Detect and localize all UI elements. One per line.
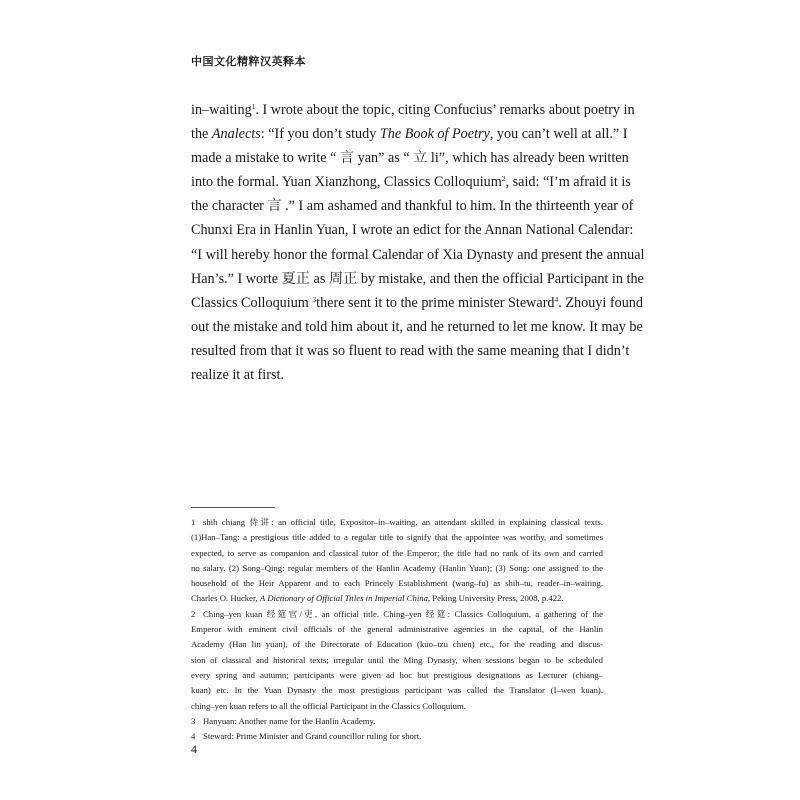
book-title: Analects xyxy=(211,126,261,143)
footnotes xyxy=(191,515,603,744)
body-line: in–waiting$^1$. I wrote about the topic, citing Confucius’ remarks about poetry in xyxy=(191,102,635,118)
footnote-line: no salary. (2) Song–Qing: regular members of the Hanlin Academy (Hanlin Yuan); (3) Song: one assigned to the xyxy=(191,562,603,573)
body-line: realize it at first. xyxy=(191,367,284,384)
footnote-ref: 2 xyxy=(501,174,506,184)
footnote-line: 3 Hanyuan: Another name for the Hanlin Academy. xyxy=(191,714,603,729)
body-line: made a mistake to write “ 言 yan” as “ 立 li”, which has already been written xyxy=(191,150,629,167)
footnote-line: expected, to serve as companion and classical tutor of the Emperor; the title had no rank of its own and carried xyxy=(191,547,603,558)
footnote-ref: 3 xyxy=(312,294,317,304)
footnote-line: Charles O. Hucker, A Dictionary of Official Titles in Imperial China, Peking University Press, 2008, p.422. xyxy=(191,593,564,604)
footnote-ref: 4 xyxy=(554,294,559,304)
footnote-number: 1 xyxy=(191,517,196,527)
footnote-line: household of the Heir Apparent and to each Princely Establishment (wang–fu) as shih–tu, reader–in–waiting. xyxy=(191,578,603,589)
footnote-line: kuan) etc. In the Yuan Dynasty the most prestigious participant was called the Translator (I–wen kuan). xyxy=(191,685,603,696)
footnote-number: 2 xyxy=(191,608,196,619)
footnote-line: sion of classical and historical texts; irregular until the Ming Dynasty, when sessions began to be scheduled xyxy=(191,654,603,665)
body-line: the character 言 .” I am ashamed and thankful to him. In the thirteenth year of xyxy=(191,198,634,215)
body-line: Han’s.” I worte 夏正 as 周正 by mistake, and then the official Participant in the xyxy=(191,270,644,287)
footnote-line: (1)Han–Tang: a prestigious title added to a regular title to signify that the appointee was worthy, and sometimes xyxy=(191,532,603,543)
body-line: the Analects: “If you don’t study The Book of Poetry, you can’t well at all.” I xyxy=(191,126,628,143)
footnote-line: every spring and autumn; participants were given ad hoc but prestigious designations as Lecturer (chiang– xyxy=(191,669,603,680)
body-line: Classics Colloquium $^3$there sent it to the prime minister Steward$^4$. Zhouyi found xyxy=(191,294,643,311)
footnote-number: 4 xyxy=(191,731,196,742)
body-line: Chunxi Era in Hanlin Yuan, I wrote an edict for the Annan National Calendar: xyxy=(191,222,634,239)
footnote-line: 1 shih chiang 侍讲: an official title, Expositor–in–waiting, an attendant skilled in explaining classical texts. xyxy=(191,515,603,530)
body-paragraph xyxy=(191,98,645,387)
running-head: 中国文化精粹汉英释本 xyxy=(191,55,306,68)
body-line: into the formal. Yuan Xianzhong, Classics Colloquium$^2$, said: “I’m afraid it is xyxy=(191,174,631,191)
book-title: The Book of Poetry xyxy=(379,126,490,143)
page-number: 4 xyxy=(191,742,197,756)
footnote-ref: 1 xyxy=(251,102,256,111)
footnote-line: 4 Steward: Prime Minister and Grand councillor ruling for short. xyxy=(191,729,603,744)
footnote-line: Academy (Han lin yuan), of the Directorate of Education (kuo–tzu chien) etc., for the reading and discus- xyxy=(191,639,603,650)
body-line: out the mistake and told him about it, and he returned to let me know. It may be xyxy=(191,318,643,335)
footnote-line: Emperor with eminent civil officials of the general administrative agencies in the capital, of the Hanlin xyxy=(191,624,603,635)
footnote-number: 3 xyxy=(191,715,196,726)
footnote-line: 2 Ching–yen kuan 经筵官/吏, an official title. Ching–yen 经筵: Classics Colloquium, a gathering of the xyxy=(191,607,603,622)
footnote-separator xyxy=(191,507,275,508)
body-line: “I will hereby honor the formal Calendar of Xia Dynasty and present the annual xyxy=(191,246,645,263)
body-line: resulted from that it was so fluent to read with the same meaning that I didn’t xyxy=(191,342,630,359)
footnote-line: ching–yen kuan refers to all the official Participant in the Classics Colloquium. xyxy=(191,700,466,711)
book-title: A Dictionary of Official Titles in Imperial China xyxy=(259,593,428,604)
